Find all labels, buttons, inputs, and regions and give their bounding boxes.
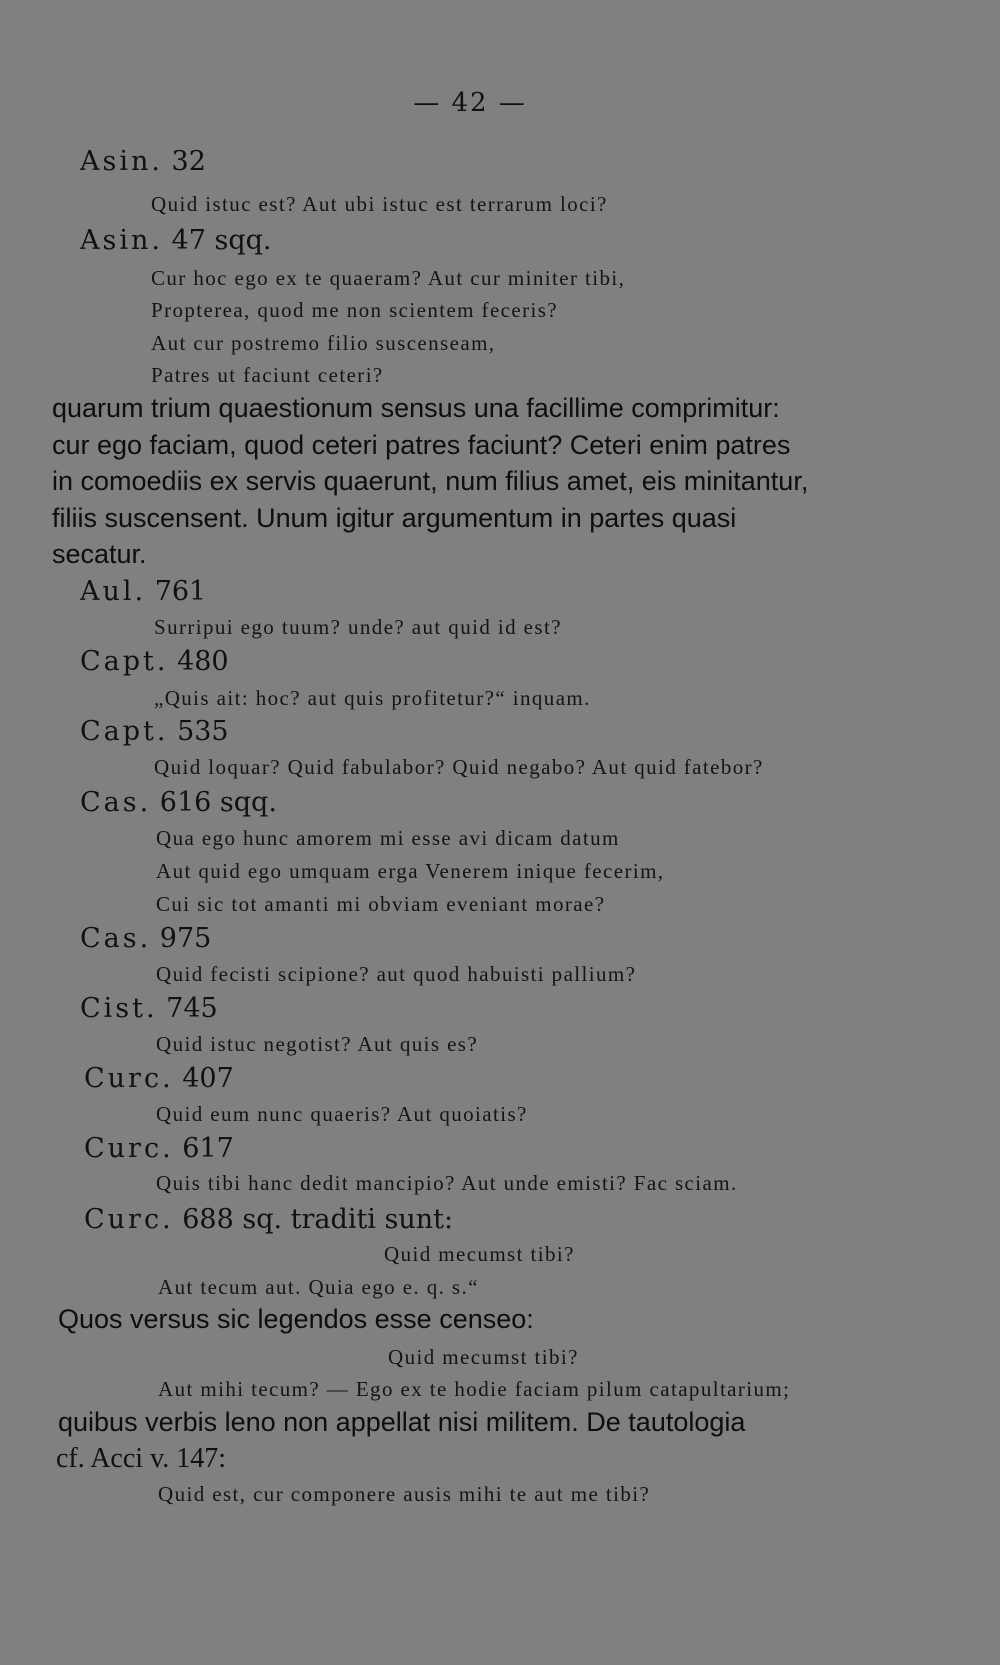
body-text-line: Quos versus sic legendos esse censeo: bbox=[58, 1304, 534, 1334]
body-text-line: in comoediis ex servis quaerunt, num filius amet, eis minitantur, bbox=[52, 466, 809, 496]
quote-line: Quid mecumst tibi? bbox=[388, 1345, 579, 1369]
citation-number: 688 sq. traditi sunt: bbox=[173, 1204, 454, 1235]
quote-line: Cui sic tot amanti mi obviam eveniant morae? bbox=[156, 892, 606, 916]
quote-line: „Quis ait: hoc? aut quis profitetur?“ inquam. bbox=[154, 686, 591, 710]
body-text-line: filiis suscensent. Unum igitur argumentum in partes quasi bbox=[52, 503, 737, 533]
quote-line: Aut quid ego umquam erga Venerem inique fecerim, bbox=[156, 859, 665, 883]
quote-line: Quid loquar? Quid fabulabor? Quid negabo? Aut quid fatebor? bbox=[154, 755, 764, 779]
citation-asin-47 bbox=[80, 225, 272, 256]
body-text-line: quarum trium quaestionum sensus una facillime comprimitur: bbox=[52, 393, 780, 423]
quote-line: Cur hoc ego ex te quaeram? Aut cur miniter tibi, bbox=[151, 266, 626, 290]
quote-line: Propterea, quod me non scientem feceris? bbox=[151, 298, 559, 322]
body-text-line: cur ego faciam, quod ceteri patres faciunt? Ceteri enim patres bbox=[52, 430, 791, 460]
quote-line: Surripui ego tuum? unde? aut quid id est? bbox=[154, 615, 562, 639]
quote-line: Qua ego hunc amorem mi esse avi dicam datum bbox=[156, 826, 620, 850]
citation-number: 745 bbox=[157, 993, 218, 1024]
quote-line: Quis tibi hanc dedit mancipio? Aut unde emisti? Fac sciam. bbox=[156, 1171, 738, 1195]
body-text-line: secatur. bbox=[52, 539, 147, 569]
citation-abbr: Asin. bbox=[80, 225, 163, 256]
citation-number: 975 bbox=[151, 923, 212, 954]
quote-line: Quid istuc negotist? Aut quis es? bbox=[156, 1032, 479, 1056]
citation-cas-616 bbox=[80, 787, 277, 818]
citation-abbr: Curc. bbox=[84, 1204, 174, 1235]
citation-abbr: Capt. bbox=[80, 646, 169, 677]
citation-cist-745 bbox=[80, 993, 218, 1024]
citation-abbr: Capt. bbox=[80, 716, 169, 747]
citation-number: 535 bbox=[168, 716, 229, 747]
quote-line: Patres ut faciunt ceteri? bbox=[151, 363, 384, 387]
citation-abbr: Curc. bbox=[84, 1063, 174, 1094]
page-number: — 42 — bbox=[413, 88, 527, 118]
citation-abbr: Cas. bbox=[80, 923, 152, 954]
citation-capt-535 bbox=[80, 716, 229, 747]
citation-curc-617 bbox=[84, 1133, 234, 1164]
citation-abbr: Asin. bbox=[80, 146, 163, 177]
citation-cas-975 bbox=[80, 923, 211, 954]
citation-number: 616 sqq. bbox=[151, 787, 277, 818]
quote-line: Aut cur postremo filio suscenseam, bbox=[151, 331, 496, 355]
citation-number: 617 bbox=[173, 1133, 234, 1164]
body-text-line: quibus verbis leno non appellat nisi militem. De tautologia bbox=[58, 1407, 746, 1437]
citation-curc-688 bbox=[84, 1204, 453, 1235]
quote-line: Quid fecisti scipione? aut quod habuisti pallium? bbox=[156, 962, 637, 986]
quote-line: Quid eum nunc quaeris? Aut quoiatis? bbox=[156, 1102, 528, 1126]
citation-abbr: Aul. bbox=[80, 576, 147, 607]
citation-abbr: Curc. bbox=[84, 1133, 174, 1164]
citation-asin-32 bbox=[80, 146, 206, 177]
citation-abbr: Cas. bbox=[80, 787, 152, 818]
citation-number: 407 bbox=[173, 1063, 234, 1094]
body-text-line: cf. Acci v. 147: bbox=[56, 1443, 227, 1474]
citation-aul-761 bbox=[80, 576, 206, 607]
quote-line: Quid est, cur componere ausis mihi te aut me tibi? bbox=[158, 1482, 651, 1506]
quote-line: Aut mihi tecum? — Ego ex te hodie faciam pilum catapultarium; bbox=[158, 1377, 791, 1401]
citation-number: 32 bbox=[162, 146, 206, 177]
quote-line: Quid istuc est? Aut ubi istuc est terrarum loci? bbox=[151, 192, 608, 216]
citation-curc-407 bbox=[84, 1063, 234, 1094]
citation-number: 480 bbox=[168, 646, 229, 677]
quote-line: Aut tecum aut. Quia ego e. q. s.“ bbox=[158, 1275, 479, 1299]
quote-line: Quid mecumst tibi? bbox=[384, 1242, 575, 1266]
citation-abbr: Cist. bbox=[80, 993, 158, 1024]
citation-number: 47 sqq. bbox=[162, 225, 272, 256]
citation-capt-480 bbox=[80, 646, 229, 677]
citation-number: 761 bbox=[146, 576, 207, 607]
